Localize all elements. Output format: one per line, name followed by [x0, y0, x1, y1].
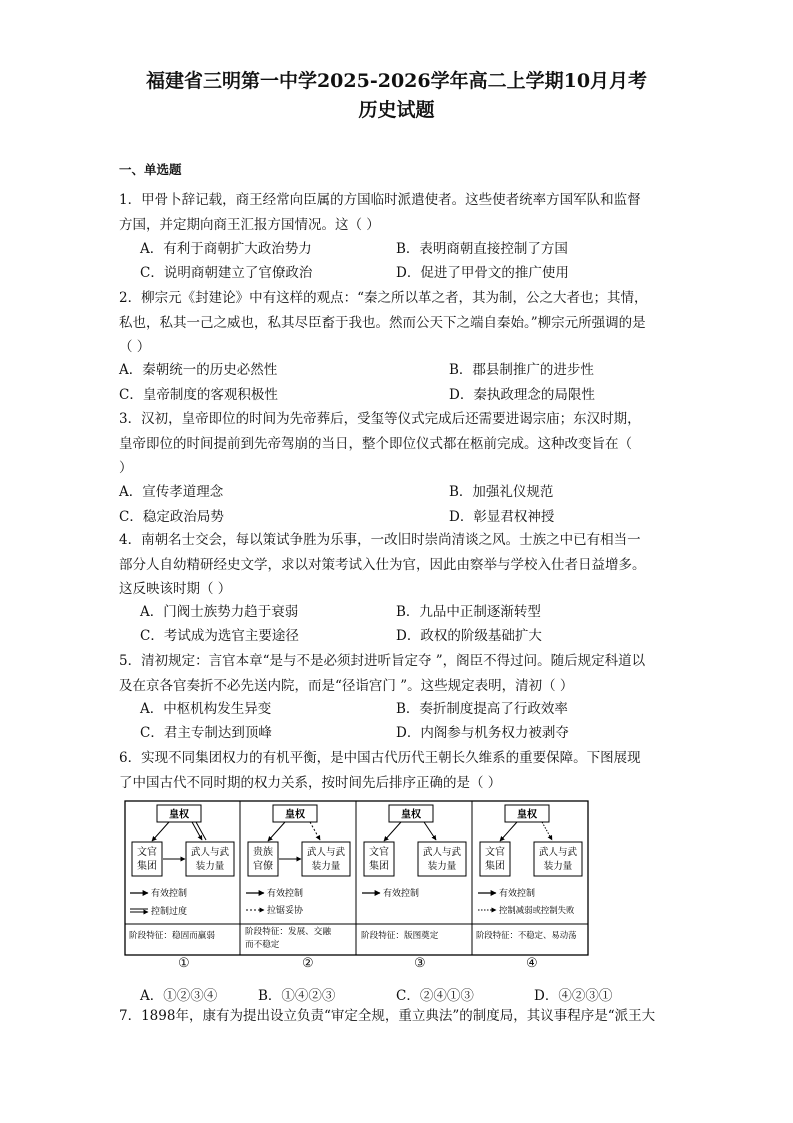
option-d: D．政权的阶级基础扩大: [396, 628, 542, 644]
exam-subtitle: 历史试题: [358, 99, 435, 121]
question-line: 3．汉初，皇帝即位的时间为先帝葬后，受玺等仪式完成后还需要进谒宗庙；东汉时期，: [119, 411, 641, 427]
box-label: 装力量: [195, 861, 225, 872]
arrow: [424, 822, 436, 840]
option-a: A．门阀士族势力趋于衰弱: [140, 604, 299, 620]
arrow: [152, 822, 169, 841]
box-label: 集团: [369, 861, 389, 872]
arrow: [500, 822, 517, 841]
option-d: D．④②③①: [534, 988, 613, 1004]
question-5-options: [140, 697, 700, 745]
question-4-options: [140, 600, 700, 648]
question-line: 4．南朝名士交会，每以策试争胜为乐事，一改旧时崇尚清谈之风。士族之中已有相当一: [119, 532, 641, 548]
option-c: C．考试成为选官主要途径: [140, 628, 299, 644]
option-a: A．宣传孝道理念: [119, 484, 224, 500]
option-c: C．说明商朝建立了官僚政治: [140, 265, 313, 281]
legend-label: 有效控制: [267, 889, 304, 899]
box-label: 武人与武: [306, 847, 346, 858]
panel-2: [245, 805, 350, 950]
panel-number-1: ①: [178, 956, 190, 971]
arrow: [310, 822, 320, 840]
question-5: [119, 649, 679, 698]
box-label: 皇权: [169, 809, 189, 821]
box-label: 装力量: [427, 861, 457, 872]
legend-label: 控制过度: [151, 907, 188, 917]
legend-label: 有效控制: [383, 889, 420, 899]
question-1-options: [140, 237, 700, 285]
question-line: 皇帝即位的时间提前到先帝驾崩的当日，整个即位仪式都在柩前完成。这种改变旨在（: [119, 435, 632, 452]
legend-label: 控制减弱或控制失败: [499, 905, 575, 915]
question-line: 7．1898年，康有为提出设立负责“审定全规，重立典法”的制度局，其议事程序是“派王大: [119, 1008, 656, 1024]
option-a: A．秦朝统一的历史必然性: [119, 362, 278, 378]
question-4: [119, 528, 679, 602]
question-line: 及在京各官奏折不必先送内院，而是“径诣宫门 ”。这些规定表明，清初（ ）: [119, 677, 574, 694]
option-d: D．秦执政理念的局限性: [449, 387, 595, 403]
box-label: 集团: [137, 861, 157, 872]
question-line: 5．清初规定：言官本章“是与不是必须封进听旨定夺 ”，阁臣不得过问。随后规定科道以: [119, 653, 646, 669]
box-label: 官僚: [253, 861, 273, 872]
option-b: B．郡县制推广的进步性: [449, 362, 594, 378]
panel-number-4: ④: [526, 956, 538, 971]
legend-label: 拉锯妥协: [267, 906, 304, 916]
option-c: C．稳定政治局势: [119, 509, 224, 525]
option-c: C．皇帝制度的客观积极性: [119, 387, 278, 403]
question-line: 这反映该时期（ ）: [119, 581, 232, 597]
question-1: [119, 188, 679, 237]
question-line: （ ）: [119, 339, 151, 355]
option-a: A．有利于商朝扩大政治势力: [140, 241, 312, 257]
box-label: 集团: [485, 861, 505, 872]
panel-4: [476, 805, 582, 940]
question-2: [119, 286, 679, 360]
question-line: 私也，私其一己之威也，私其尽臣畜于我也。然而公天下之端自秦始。”柳宗元所强调的是: [119, 314, 646, 331]
question-line: 6．实现不同集团权力的有机平衡，是中国古代历代王朝长久维系的重要保障。下图展现: [119, 750, 641, 766]
question-7: [119, 1004, 679, 1029]
panel-number-3: ③: [414, 956, 426, 971]
option-c: C．君主专制达到顶峰: [140, 725, 272, 741]
box-label: 皇权: [285, 809, 305, 821]
arrow: [542, 822, 552, 840]
box-label: 武人与武: [190, 847, 230, 858]
option-b: B．九品中正制逐渐转型: [396, 604, 541, 620]
arrow: [268, 822, 285, 841]
box-label: 文官: [369, 847, 389, 858]
stage-feature: 阶段特征：版图奠定: [361, 931, 439, 941]
box-label: 皇权: [401, 809, 421, 821]
panel-number-2: ②: [302, 956, 314, 971]
panel-1: [129, 805, 234, 941]
question-line: 1．甲骨卜辞记载，商王经常向臣属的方国临时派遣使者。这些使者统率方国军队和监督: [119, 192, 641, 208]
power-relation-diagram: [124, 800, 589, 956]
option-b: B．表明商朝直接控制了方国: [396, 241, 568, 257]
option-b: B．奏折制度提高了行政效率: [396, 701, 568, 717]
option-b: B．①④②③: [258, 988, 336, 1004]
option-a: A．①②③④: [140, 988, 218, 1004]
option-d: D．彰显君权神授: [449, 509, 555, 525]
stage-feature: 阶段特征：不稳定、易动荡: [476, 930, 577, 940]
exam-title: 福建省三明第一中学2025-2026学年高二上学期10月月考: [145, 70, 648, 92]
stage-feature: 阶段特征：发展、交融: [245, 927, 331, 937]
box-label: 武人与武: [422, 847, 462, 858]
question-line: 2．柳宗元《封建论》中有这样的观点：“秦之所以革之者，其为制，公之大者也；其情，: [119, 290, 648, 306]
question-line: 方国，并定期向商王汇报方国情况。这（ ）: [119, 216, 380, 233]
question-2-options: [119, 358, 679, 406]
question-3-options: [119, 480, 679, 528]
option-d: D．内阁参与机务权力被剥夺: [396, 725, 569, 741]
panel-3: [361, 805, 466, 941]
box-label: 文官: [485, 847, 505, 858]
arrow: [384, 822, 401, 841]
box-label: 文官: [137, 847, 157, 858]
option-a: A．中枢机构发生异变: [140, 701, 272, 717]
stage-feature: 阶段特征：稳固而羸弱: [129, 931, 215, 941]
box-label: 武人与武: [538, 847, 578, 858]
box-label: 皇权: [517, 809, 537, 821]
section-heading: 一、单选题: [119, 162, 182, 177]
box-label: 装力量: [543, 861, 573, 872]
option-c: C．②④①③: [396, 988, 474, 1004]
question-6: [119, 746, 679, 795]
option-d: D．促进了甲骨文的推广使用: [396, 265, 569, 281]
stage-feature: 而不稳定: [245, 940, 280, 950]
box-label: 装力量: [311, 861, 341, 872]
option-b: B．加强礼仪规范: [449, 484, 554, 500]
legend-label: 有效控制: [499, 889, 536, 899]
legend-label: 有效控制: [151, 889, 188, 899]
question-line: ）: [119, 460, 133, 476]
question-3: [119, 407, 679, 481]
question-line: 了中国古代不同时期的权力关系，按时间先后排序正确的是（ ）: [119, 774, 502, 791]
question-line: 部分人自幼精研经史文学，求以对策考试入仕为官，因此由察举与学校入仕者日益增多。: [119, 556, 646, 573]
box-label: 贵族: [253, 847, 273, 858]
